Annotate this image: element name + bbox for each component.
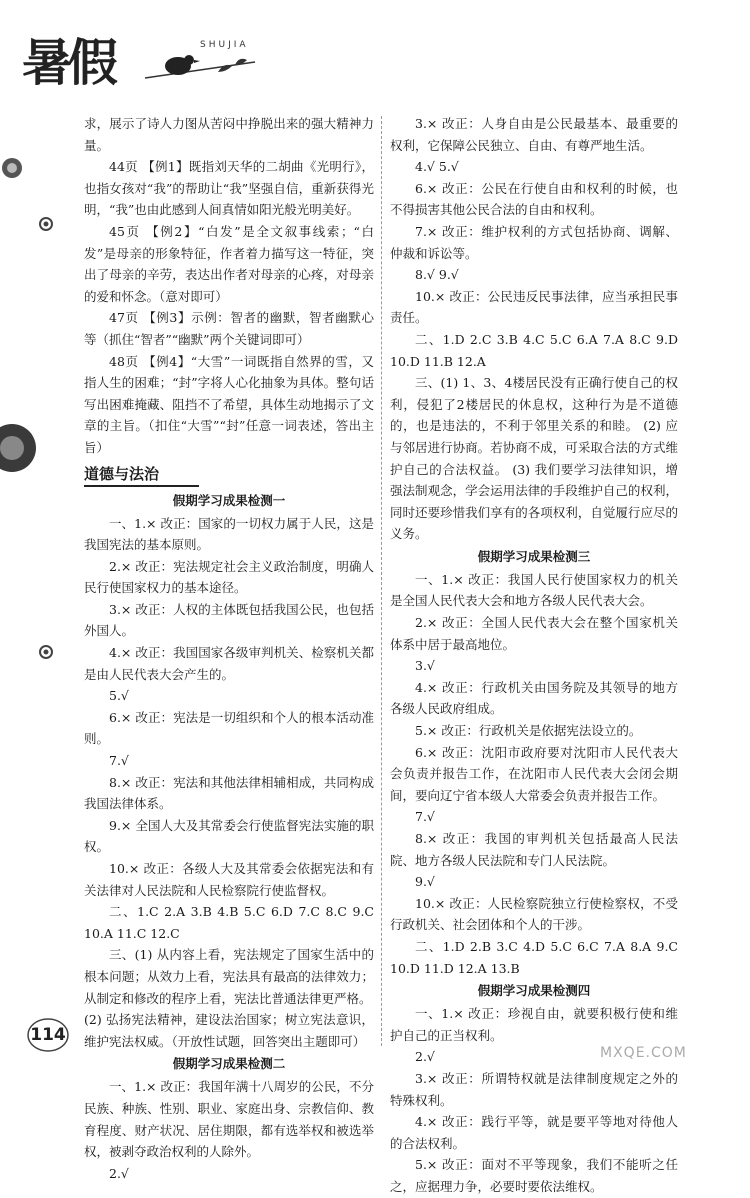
answer-paragraph: 47页 【例3】示例：智者的幽默，智者幽默心等（抓住“智者”“幽默”两个关键词即可） (84, 310, 374, 347)
subject-heading: 道德与法治 (84, 463, 199, 487)
page-header (0, 0, 750, 115)
answer-paragraph: 二、1.D 2.B 3.C 4.D 5.C 6.C 7.A 8.A 9.C 10.D 11.D 12.A 13.B (390, 938, 678, 976)
answer-paragraph: 8.× 改正：宪法和其他法律相辅相成，共同构成我国法律体系。 (84, 774, 374, 812)
column-divider (381, 116, 382, 1046)
watermark: MXQE.COM (600, 1045, 687, 1061)
answer-paragraph: 一、1.× 改正：珍视自由，就要积极行使和维护自己的正当权利。 (390, 1006, 678, 1043)
side-large-circle-icon (0, 418, 48, 478)
answer-paragraph: 9.× 全国人大及其常委会行使监督宪法实施的职权。 (84, 817, 374, 855)
answer-paragraph: 2.√ (109, 1165, 129, 1181)
answer-paragraph: 求，展示了诗人力图从苦闷中挣脱出来的强大精神力量。 (84, 116, 374, 153)
answer-paragraph: 45页 【例2】“白发”是全文叙事线索；“白发”是母亲的形象特征，作者着力描写这一特征，突出了母亲的辛劳，表达出作者对母亲的心疼，对母亲的爱和怀念。（意对即可） (84, 223, 374, 304)
answer-paragraph: (2) 弘扬宪法精神，建设法治国家；树立宪法意识，维护宪法权威。（开放性试题，回答突出主题即可） (84, 1012, 374, 1049)
bird-branch-icon (140, 40, 260, 90)
left-column (84, 113, 374, 1184)
answer-paragraph: 三、(1) 从内容上看，宪法规定了国家生活中的根本问题；从效力上看，宪法具有最高的法律效力；从制定和修改的程序上看，宪法比普通法律更严格。 (84, 947, 374, 1006)
side-dot-icon (36, 642, 56, 662)
answer-paragraph: 3.× 改正：人身自由是公民最基本、最重要的权利，它保障公民独立、自由、有尊严地生活。 (390, 116, 678, 153)
answer-paragraph: 6.× 改正：宪法是一切组织和个人的根本活动准则。 (84, 709, 374, 747)
answer-paragraph: 二、1.D 2.C 3.B 4.C 5.C 6.A 7.A 8.C 9.D 10.D 11.B 12.A (390, 331, 678, 369)
page-number: 114 (30, 1025, 66, 1045)
answer-paragraph: 3.√ (415, 658, 435, 674)
answer-paragraph: 7.× 改正：维护权利的方式包括协商、调解、仲裁和诉讼等。 (390, 223, 678, 261)
answer-paragraph: 4.× 改正：我国国家各级审判机关、检察机关都是由人民代表大会产生的。 (84, 645, 374, 682)
answer-paragraph: 4.× 改正：践行平等，就是要平等地对待他人的合法权利。 (390, 1114, 678, 1151)
answer-paragraph: 3.× 改正：所谓特权就是法律制度规定之外的特殊权利。 (390, 1070, 678, 1108)
section-heading: 假期学习成果检测一 (172, 492, 286, 508)
answer-paragraph: 2.√ (415, 1049, 435, 1065)
answer-paragraph: 44页 【例1】既指刘天华的二胡曲《光明行》，也指女孩对“我”的帮助让“我”坚强自信，重新获得光明，“我”也由此感到人间真情如阳光般光明美好。 (84, 159, 374, 218)
answer-paragraph: 5.√ (109, 688, 129, 704)
side-circle-icon (0, 150, 30, 190)
answer-paragraph: 4.× 改正：行政机关由国务院及其领导的地方各级人民政府组成。 (390, 679, 678, 717)
answer-paragraph: 5.× 改正：面对不平等现象，我们不能听之任之，应据理力争，必要时要依法维权。 (390, 1157, 678, 1194)
side-dot-icon (36, 214, 56, 234)
answer-paragraph: 10.× 改正：各级人大及其常委会依据宪法和有关法律对人民法院和人民检察院行使监督权。 (84, 861, 374, 898)
answer-paragraph: 三、(1) 1、3、4楼居民没有正确行使自己的权利，侵犯了2楼居民的休息权，这种行为是不道德的，也是违法的，不利于邻里关系的和睦。 (2) 应与邻居进行协商。若协商不成，可采取合法的方式维护自己的合法权益。 (3) 我们要学习法律知识，增强法制观念，学会运用法律的手段维护自己的权利，同时还要珍惜我们享有的各项权利，自觉履行应尽的义务。 (390, 375, 678, 542)
answer-paragraph: 2.× 改正：宪法规定社会主义政治制度，明确人民行使国家权力的基本途径。 (84, 558, 374, 596)
section-heading: 假期学习成果检测四 (477, 983, 591, 999)
answer-paragraph: 10.× 改正：人民检察院独立行使检察权，不受行政机关、社会团体和个人的干涉。 (390, 895, 678, 933)
answer-paragraph: 7.√ (415, 809, 435, 825)
section-heading: 假期学习成果检测二 (172, 1056, 286, 1072)
logo-pinyin: SHUJIA (200, 40, 249, 50)
answer-paragraph: 9.√ (415, 874, 435, 890)
answer-paragraph: 一、1.× 改正：我国人民行使国家权力的机关是全国人民代表大会和地方各级人民代表大会。 (390, 571, 678, 609)
answer-paragraph: 3.× 改正：人权的主体既包括我国公民，也包括外国人。 (84, 601, 374, 639)
answer-paragraph: 10.× 改正：公民违反民事法律，应当承担民事责任。 (390, 288, 678, 326)
logo-text: 暑假 (22, 33, 114, 92)
answer-paragraph: 2.× 改正：全国人民代表大会在整个国家机关体系中居于最高地位。 (390, 615, 678, 652)
answer-paragraph: 8.√ 9.√ (415, 267, 459, 283)
answer-paragraph: 6.× 改正：沈阳市政府要对沈阳市人民代表大会负责并报告工作，在沈阳市人民代表大会闭会期间，要向辽宁省本级人大常委会负责并报告工作。 (390, 744, 678, 803)
answer-paragraph: 48页 【例4】“大雪”一词既指自然界的雪，又指人生的困难；“封”字将人心化抽象为具体。整句话写出困难掩藏、阻挡不了希望，具体生动地揭示了文章的主旨。（扣住“大雪”“封”任意一词表述，答出主旨） (84, 353, 374, 455)
answer-paragraph: 二、1.C 2.A 3.B 4.B 5.C 6.D 7.C 8.C 9.C 10.A 11.C 12.C (84, 904, 374, 941)
right-column (390, 113, 678, 1198)
section-heading: 假期学习成果检测三 (477, 548, 591, 564)
answer-paragraph: 8.× 改正：我国的审判机关包括最高人民法院、地方各级人民法院和专门人民法院。 (390, 831, 678, 868)
answer-paragraph: 6.× 改正：公民在行使自由和权利的时候，也不得损害其他公民合法的自由和权利。 (390, 180, 678, 218)
answer-paragraph: 一、1.× 改正：我国年满十八周岁的公民，不分民族、种族、性别、职业、家庭出身、宗教信仰、教育程度、财产状况、居住期限，都有选举权和被选举权，被剥夺政治权利的人除外。 (84, 1079, 374, 1160)
answer-paragraph: 一、1.× 改正：国家的一切权力属于人民，这是我国宪法的基本原则。 (84, 515, 374, 553)
answer-paragraph: 5.× 改正：行政机关是依据宪法设立的。 (415, 723, 642, 739)
answer-paragraph: 4.√ 5.√ (415, 159, 459, 175)
answer-paragraph: 7.√ (109, 753, 129, 769)
